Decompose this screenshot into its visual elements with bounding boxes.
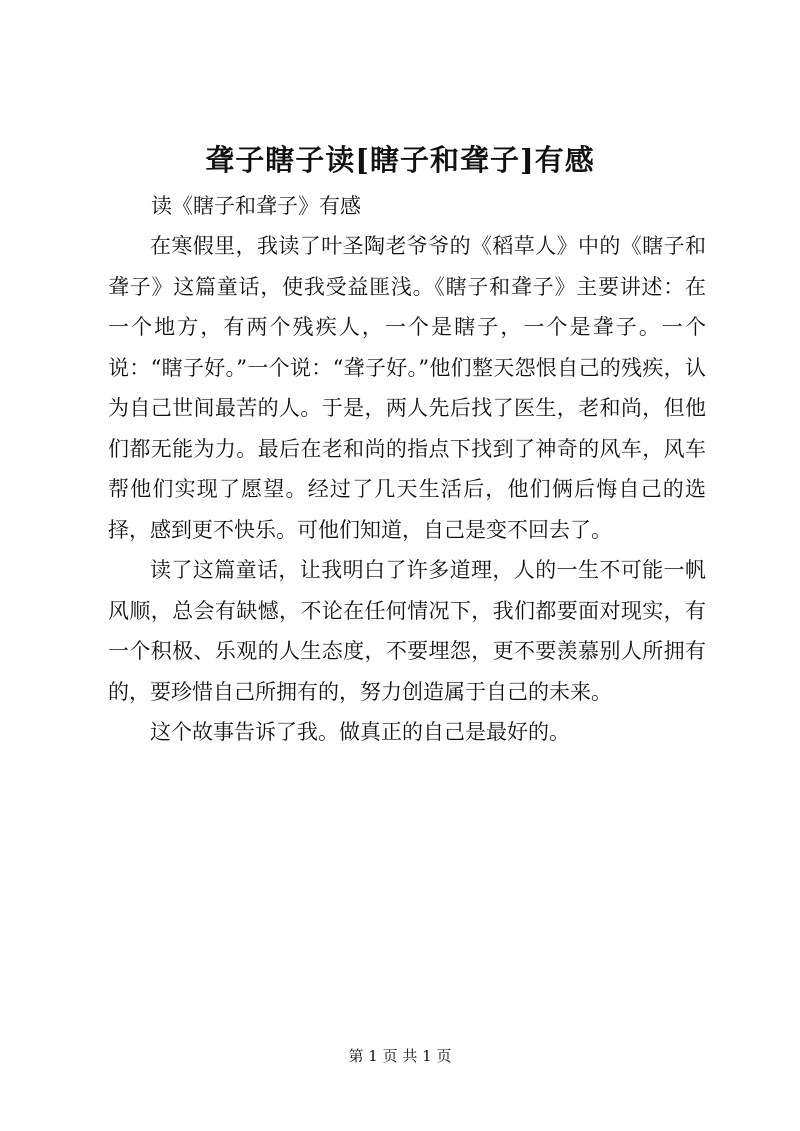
page-footer: 第 1 页 共 1 页	[348, 1047, 452, 1065]
document-title: 聋子瞎子读[瞎子和聋子]有感	[205, 143, 595, 177]
paragraph-1: 在寒假里，我读了叶圣陶老爷爷的《稻草人》中的《瞎子和聋子》这篇童话，使我受益匪浅。《瞎子和聋子》主要讲述：在一个地方，有两个残疾人，一个是瞎子，一个是聋子。一个说：“瞎子好。”一个说：“聋子好。”他们整天怨恨自己的残疾，认为自己世间最苦的人。于是，两人先后找了医生，老和尚，但他们都无能为力。最后在老和尚的指点下找到了神奇的风车，风车帮他们实现了愿望。经过了几天生活后，他们俩后悔自己的选择，感到更不快乐。可他们知道，自己是变不回去了。	[108, 234, 706, 542]
document-body	[108, 226, 706, 753]
paragraph-3: 这个故事告诉了我。做真正的自己是最好的。	[150, 720, 570, 744]
paragraph-2: 读了这篇童话，让我明白了许多道理，人的一生不可能一帆风顺，总会有缺憾，不论在任何情况下，我们都要面对现实，有一个积极、乐观的人生态度，不要埋怨，更不要羡慕别人所拥有的，要珍惜自己所拥有的，努力创造属于自己的未来。	[108, 558, 706, 704]
document-subtitle: 读《瞎子和聋子》有感	[151, 194, 361, 218]
